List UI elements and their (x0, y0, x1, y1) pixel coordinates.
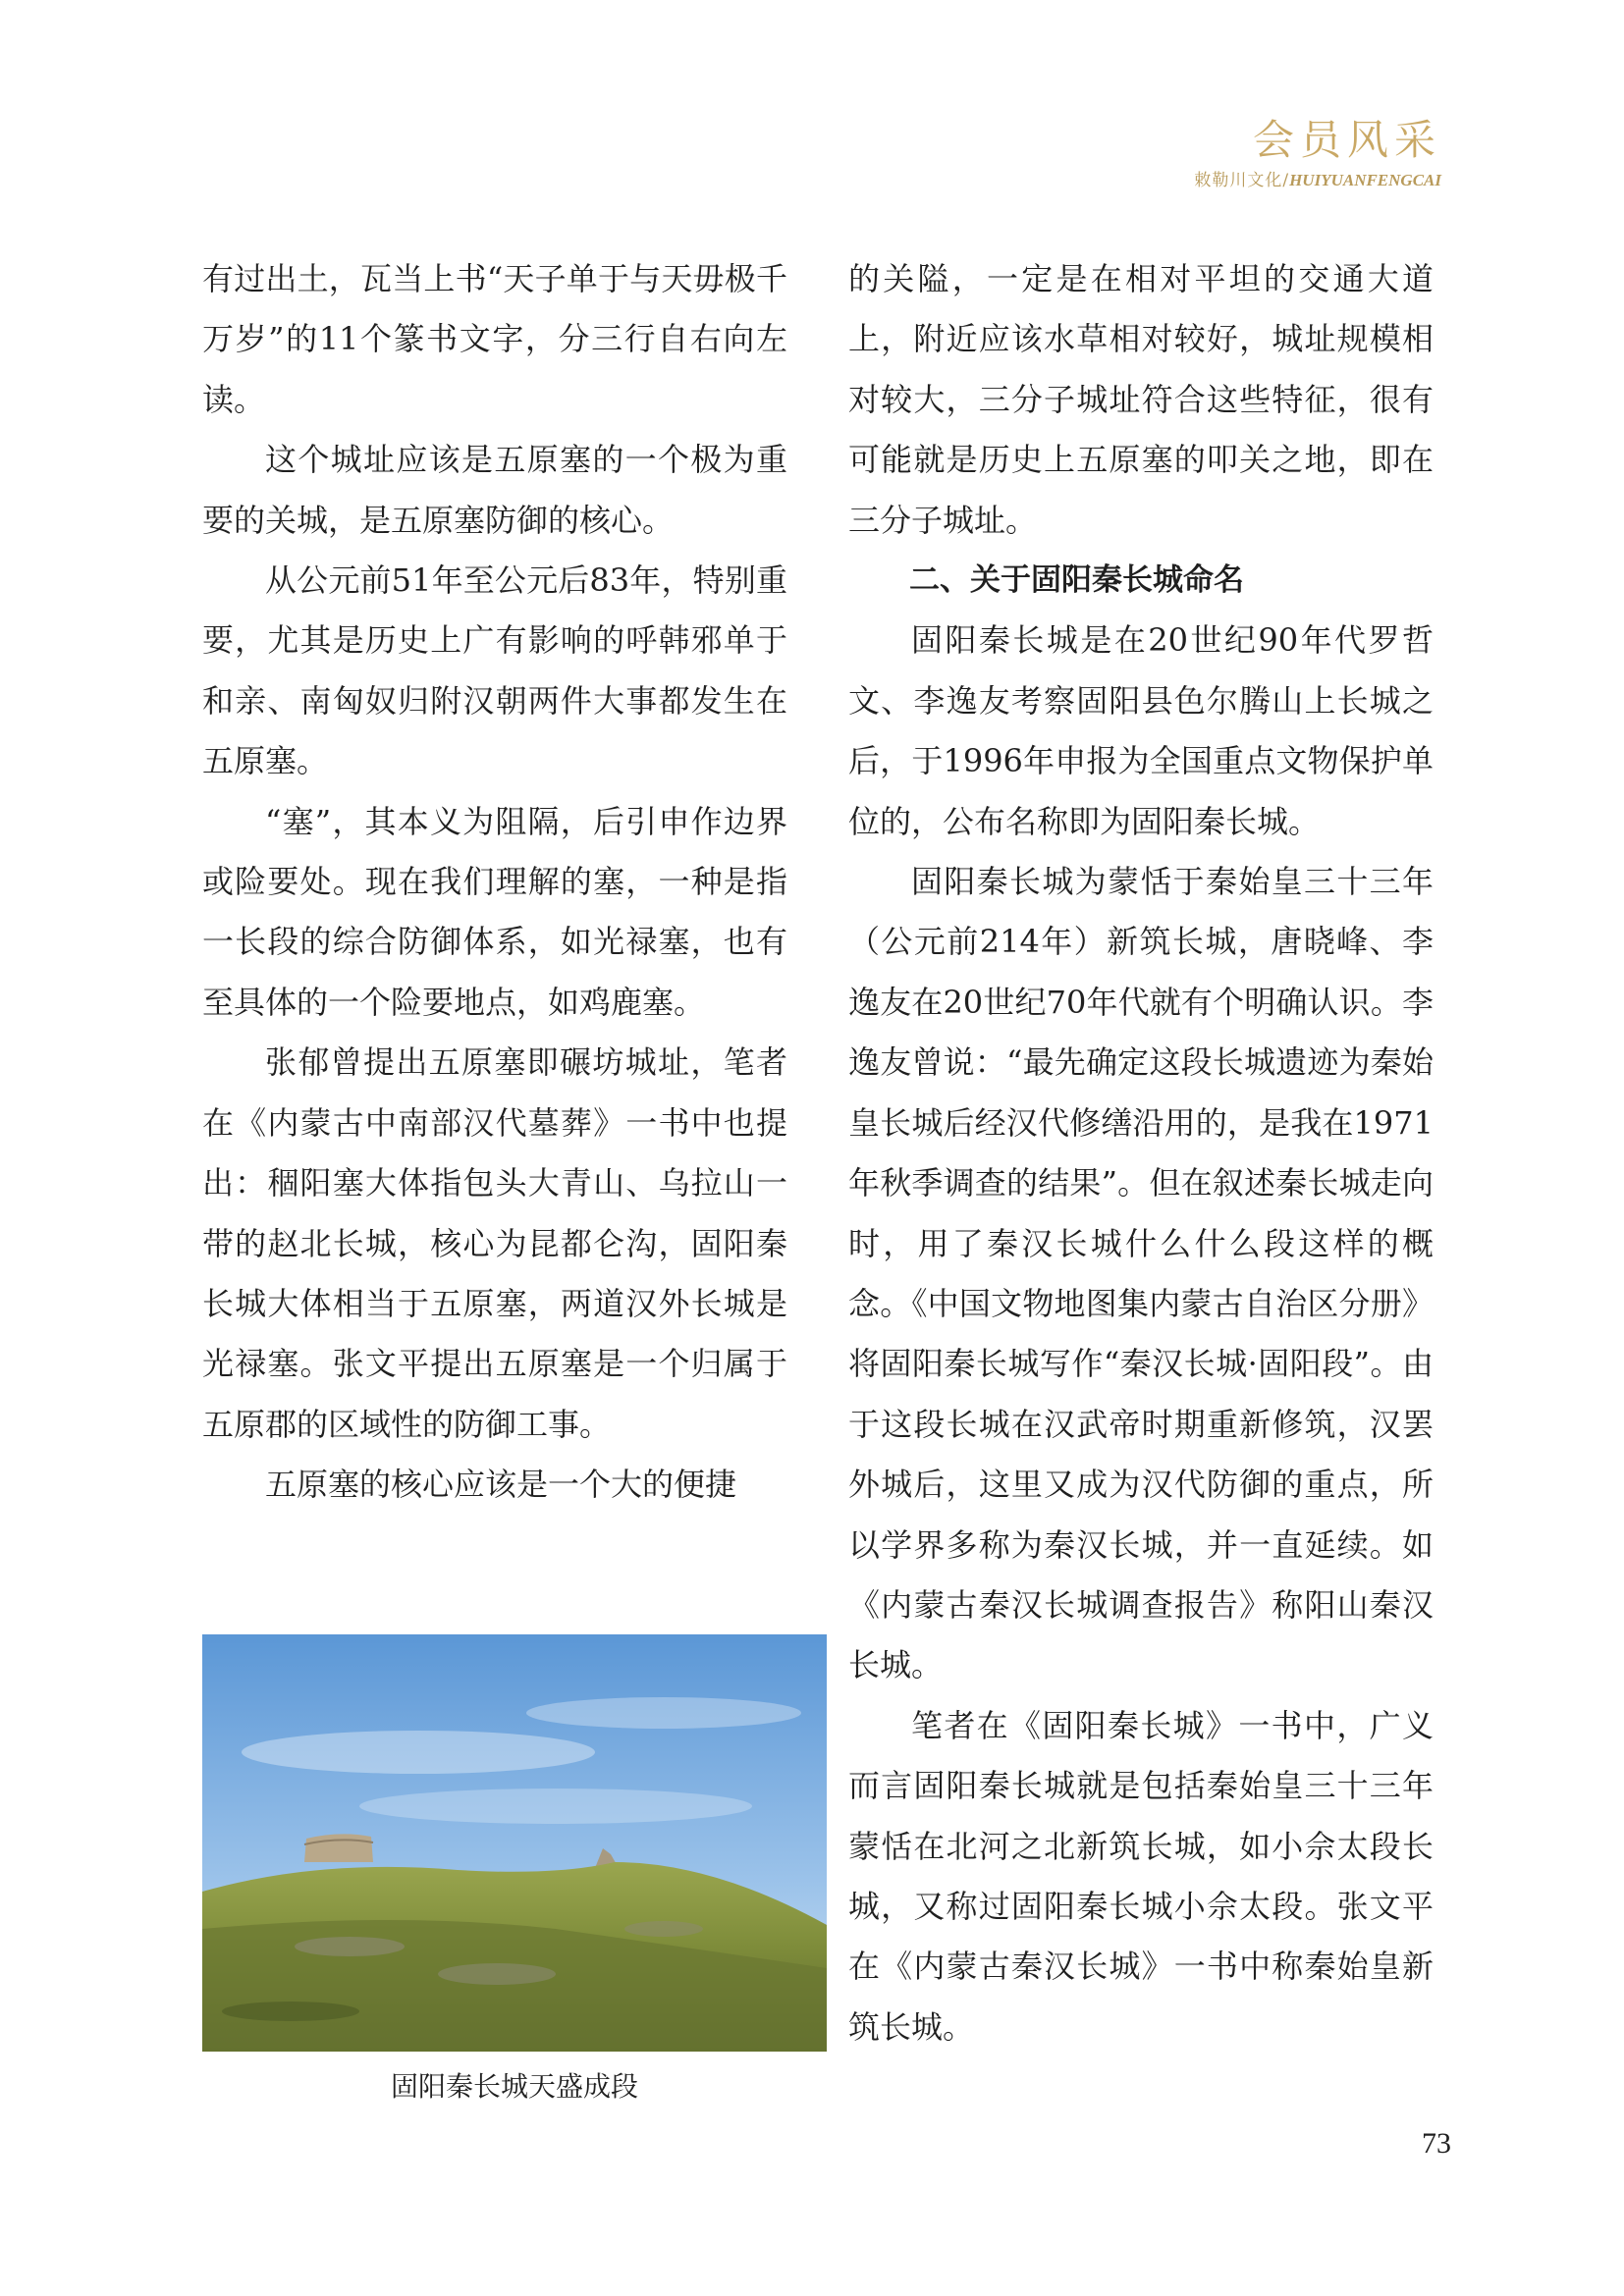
right-column (848, 249, 1434, 2057)
paragraph: 从公元前51年至公元后83年，特别重要，尤其是历史上广有影响的呼韩邪单于和亲、南匈奴归附汉朝两件大事都发生在五原塞。 (202, 561, 787, 780)
paragraph: 固阳秦长城是在20世纪90年代罗哲文、李逸友考察固阳县色尔腾山上长城之后，于1996年申报为全国重点文物保护单位的，公布名称即为固阳秦长城。 (848, 621, 1434, 840)
paragraph: “塞”，其本义为阻隔，后引申作边界或险要处。现在我们理解的塞，一种是指一长段的综合防御体系，如光禄塞，也有至具体的一个险要地点，如鸡鹿塞。 (202, 802, 787, 1021)
section-title: 会员风采 (1252, 116, 1441, 164)
section-heading: 二、关于固阳秦长城命名 (909, 562, 1244, 599)
paragraph: 有过出土，瓦当上书“天子单于与天毋极千万岁”的11个篆书文字，分三行自右向左读。 (202, 260, 787, 418)
page-number: 73 (1422, 2127, 1451, 2160)
figure-caption: 固阳秦长城天盛成段 (390, 2070, 638, 2103)
paragraph: 笔者在《固阳秦长城》一书中，广义而言固阳秦长城就是包括秦始皇三十三年蒙恬在北河之北新筑长城，如小佘太段长城，又称过固阳秦长城小佘太段。张文平在《内蒙古秦汉长城》一书中称秦始皇新筑长城。 (848, 1706, 1434, 2046)
paragraph: 固阳秦长城为蒙恬于秦始皇三十三年（公元前214年）新筑长城，唐晓峰、李逸友在20世纪70年代就有个明确认识。李逸友曾说：“最先确定这段长城遗迹为秦始皇长城后经汉代修缮沿用的，是我在1971年秋季调查的结果”。但在叙述秦长城走向时，用了秦汉长城什么什么段这样的概念。《中国文物地图集内蒙古自治区分册》将固阳秦长城写作“秦汉长城·固阳段”。由于这段长城在汉武帝时期重新修筑，汉罢外城后，这里又成为汉代防御的重点，所以学界多称为秦汉长城，并一直延续。如《内蒙古秦汉长城调查报告》称阳山秦汉长城。 (848, 863, 1434, 1684)
paragraph: 这个城址应该是五原塞的一个极为重要的关城，是五原塞防御的核心。 (202, 441, 787, 539)
paragraph: 张郁曾提出五原塞即碾坊城址，笔者在《内蒙古中南部汉代墓葬》一书中也提出：稒阳塞大体指包头大青山、乌拉山一带的赵北长城，核心为昆都仑沟，固阳秦长城大体相当于五原塞，两道汉外长城是光禄塞。张文平提出五原塞是一个归属于五原郡的区域性的防御工事。 (202, 1043, 787, 1443)
left-column (202, 249, 787, 1516)
subtitle-latin: HUIYUANFENGCAI (1289, 171, 1441, 189)
paragraph: 五原塞的核心应该是一个大的便捷 (265, 1466, 737, 1504)
great-wall-photo (202, 1634, 827, 2052)
subtitle-separator: / (1282, 171, 1290, 190)
section-subtitle (1194, 169, 1441, 192)
running-header (1194, 116, 1441, 192)
subtitle-cn: 敕勒川文化 (1194, 171, 1283, 190)
paragraph: 的关隘，一定是在相对平坦的交通大道上，附近应该水草相对较好，城址规模相对较大，三分子城址符合这些特征，很有可能就是历史上五原塞的叩关之地，即在三分子城址。 (848, 260, 1434, 539)
